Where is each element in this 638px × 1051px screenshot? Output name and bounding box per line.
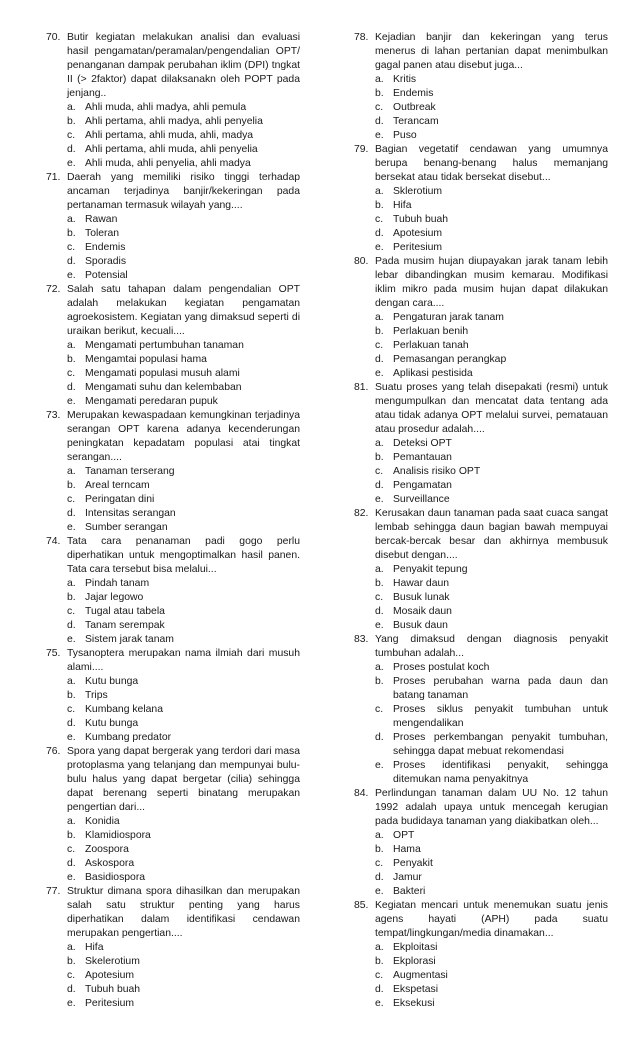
option-letter: d.	[375, 480, 384, 491]
option-letter: b.	[67, 830, 76, 841]
option-letter: c.	[67, 368, 76, 379]
option-text: Augmentasi	[393, 970, 448, 981]
answer-option	[46, 983, 300, 997]
question-number: 77.	[46, 886, 61, 897]
option-letter: d.	[67, 718, 76, 729]
option-letter: e.	[375, 886, 384, 897]
option-text: Apotesium	[393, 228, 443, 239]
option-letter: d.	[67, 382, 76, 393]
option-text: Puso	[393, 130, 417, 141]
question	[354, 381, 608, 437]
answer-option	[354, 577, 608, 591]
option-letter: d.	[375, 984, 384, 995]
option-letter: c.	[375, 340, 384, 351]
option-text: Ahli pertama, ahli muda, ahli penyelia	[85, 144, 258, 155]
option-letter: a.	[375, 186, 384, 197]
option-letter: e.	[375, 760, 384, 771]
option-text: Peritesium	[393, 242, 443, 253]
option-text: Endemis	[393, 88, 434, 99]
option-text: Hifa	[85, 942, 104, 953]
answer-option	[46, 633, 300, 647]
answer-option	[354, 311, 608, 325]
answer-option	[46, 969, 300, 983]
question-number: 78.	[354, 32, 369, 43]
option-text: Klamidiospora	[85, 830, 151, 841]
option-letter: d.	[375, 732, 384, 743]
option-text: Proses perkembangan penyakit tumbuhan, sehingga dapat mebuat rekomendasi	[393, 732, 608, 757]
answer-option	[46, 717, 300, 731]
option-letter: e.	[375, 242, 384, 253]
answer-option	[354, 325, 608, 339]
option-letter: e.	[67, 522, 76, 533]
option-letter: c.	[67, 494, 76, 505]
option-text: Perlakuan tanah	[393, 340, 469, 351]
question-number: 84.	[354, 788, 369, 799]
answer-option	[46, 591, 300, 605]
option-letter: b.	[375, 200, 384, 211]
question-text: Salah satu tahapan dalam pengendalian OPT adalah melakukan kegiatan pengamatan agroekosistem. Kegiatan yang dimaksud seperti di uraikan berikut, kecuali....	[67, 284, 300, 337]
answer-option	[46, 997, 300, 1011]
option-text: Zoospora	[85, 844, 129, 855]
question-text: Butir kegiatan melakukan analisi dan evaluasi hasil pengamatan/peramalan/pengendalian OPT/ penanganan dampak perubahan iklim (DPI) tngkat II (> 2faktor) dapat dilaksanakn oleh POPT pada jenjang..	[67, 32, 300, 99]
answer-option	[354, 451, 608, 465]
option-text: Tanam serempak	[85, 620, 165, 631]
answer-option	[354, 997, 608, 1011]
option-text: Pengamatan	[393, 480, 452, 491]
option-text: Proses identifikasi penyakit, sehingga ditemukan nama penyakitnya	[393, 760, 608, 785]
option-letter: c.	[375, 858, 384, 869]
option-text: Tubuh buah	[393, 214, 449, 225]
option-letter: b.	[67, 592, 76, 603]
option-letter: a.	[67, 214, 76, 225]
answer-option	[354, 605, 608, 619]
option-letter: a.	[67, 578, 76, 589]
answer-option	[354, 759, 608, 787]
answer-option	[354, 843, 608, 857]
option-text: Pengaturan jarak tanam	[393, 312, 504, 323]
option-letter: c.	[375, 214, 384, 225]
answer-option	[354, 661, 608, 675]
option-letter: c.	[375, 970, 384, 981]
answer-option	[46, 143, 300, 157]
question	[46, 647, 300, 675]
answer-option	[354, 871, 608, 885]
answer-option	[46, 227, 300, 241]
answer-option	[46, 577, 300, 591]
answer-option	[46, 213, 300, 227]
option-letter: d.	[375, 872, 384, 883]
option-text: Busuk lunak	[393, 592, 450, 603]
question	[354, 143, 608, 185]
answer-option	[46, 157, 300, 171]
question-number: 83.	[354, 634, 369, 645]
option-letter: c.	[375, 466, 384, 477]
option-text: Hifa	[393, 200, 412, 211]
answer-option	[354, 227, 608, 241]
option-text: Mengamati pertumbuhan tanaman	[85, 340, 244, 351]
question-number: 72.	[46, 284, 61, 295]
question-text: Struktur dimana spora dihasilkan dan merupakan salah satu struktur penting yang harus diperhatikan dalam identifikasi cendawan merupakan pengertian....	[67, 886, 300, 939]
answer-option	[46, 493, 300, 507]
option-letter: a.	[375, 438, 384, 449]
question-text: Suatu proses yang telah disepakati (resmi) untuk mengumpulkan dan mencatat data tentang ada atau tidak adanya OPT melalui survei, pematauan atau prosedur adalah....	[375, 382, 608, 435]
answer-option	[46, 731, 300, 745]
answer-option	[354, 241, 608, 255]
option-letter: e.	[67, 872, 76, 883]
question-text: Merupakan kewaspadaan kemungkinan terjadinya serangan OPT karena adanya kecenderungan peningkatan kepadatam populasi atai tingkat serangan....	[67, 410, 300, 463]
option-text: Ekspetasi	[393, 984, 439, 995]
question	[46, 171, 300, 213]
question-number: 74.	[46, 536, 61, 547]
option-text: Mengamati suhu dan kelembaban	[85, 382, 242, 393]
answer-option	[354, 885, 608, 899]
option-letter: b.	[67, 116, 76, 127]
answer-option	[46, 381, 300, 395]
answer-option	[354, 479, 608, 493]
option-letter: d.	[67, 984, 76, 995]
answer-option	[354, 955, 608, 969]
option-letter: b.	[67, 690, 76, 701]
option-letter: a.	[67, 942, 76, 953]
option-text: Surveillance	[393, 494, 450, 505]
option-text: Proses siklus penyakit tumbuhan untuk mengendalikan	[393, 704, 608, 729]
question-text: Tysanoptera merupakan nama ilmiah dari musuh alami....	[67, 648, 300, 673]
option-text: Analisis risiko OPT	[393, 466, 481, 477]
option-letter: b.	[67, 956, 76, 967]
option-letter: d.	[67, 620, 76, 631]
answer-option	[354, 101, 608, 115]
answer-option	[46, 941, 300, 955]
option-text: Kumbang predator	[85, 732, 172, 743]
question-number: 85.	[354, 900, 369, 911]
option-text: Skelerotium	[85, 956, 140, 967]
question-text: Bagian vegetatif cendawan yang umumnya berupa benang-benang halus memanjang bersekat atau tidak bersekat disebut...	[375, 144, 608, 183]
option-text: Ahli pertama, ahli muda, ahli, madya	[85, 130, 254, 141]
question	[46, 409, 300, 465]
option-letter: b.	[67, 480, 76, 491]
option-letter: c.	[375, 102, 384, 113]
option-text: Peringatan dini	[85, 494, 155, 505]
question-text: Perlindungan tanaman dalam UU No. 12 tahun 1992 adalah upaya untuk mencegah kerugian pada budidaya tanaman yang diakibatkan oleh...	[375, 788, 608, 827]
option-letter: d.	[375, 116, 384, 127]
answer-option	[46, 367, 300, 381]
option-letter: a.	[67, 340, 76, 351]
option-letter: a.	[67, 466, 76, 477]
option-letter: d.	[67, 508, 76, 519]
option-text: Kutu bunga	[85, 718, 139, 729]
option-text: Mengamtai populasi hama	[85, 354, 207, 365]
option-letter: c.	[67, 130, 76, 141]
answer-option	[354, 213, 608, 227]
option-text: Peritesium	[85, 998, 135, 1009]
answer-option	[46, 507, 300, 521]
option-letter: c.	[375, 704, 384, 715]
question	[46, 283, 300, 339]
option-text: Bakteri	[393, 886, 426, 897]
option-letter: a.	[67, 816, 76, 827]
answer-option	[46, 619, 300, 633]
option-letter: a.	[375, 830, 384, 841]
option-text: Perlakuan benih	[393, 326, 469, 337]
option-text: Askospora	[85, 858, 135, 869]
question-text: Kejadian banjir dan kekeringan yang terus menerus di lahan pertanian dapat menimbulkan gagal panen atau disebut juga...	[375, 32, 608, 71]
answer-option	[46, 703, 300, 717]
answer-option	[354, 829, 608, 843]
answer-option	[354, 465, 608, 479]
option-text: Pindah tanam	[85, 578, 150, 589]
left-column	[46, 31, 300, 1011]
answer-option	[354, 563, 608, 577]
option-letter: e.	[67, 998, 76, 1009]
option-letter: c.	[67, 704, 76, 715]
answer-option	[354, 353, 608, 367]
answer-option	[46, 675, 300, 689]
question	[354, 899, 608, 941]
option-letter: b.	[375, 452, 384, 463]
question-text: Pada musim hujan diupayakan jarak tanam lebih lebar dibandingkan musim kemarau. Modifikasi iklim mikro pada musim hujan dapat dilakukan dengan cara....	[375, 256, 608, 309]
option-text: Toleran	[85, 228, 120, 239]
question-number: 76.	[46, 746, 61, 757]
option-letter: d.	[375, 354, 384, 365]
option-letter: d.	[375, 228, 384, 239]
option-text: Rawan	[85, 214, 118, 225]
answer-option	[46, 395, 300, 409]
answer-option	[354, 129, 608, 143]
option-letter: a.	[375, 74, 384, 85]
option-letter: b.	[375, 578, 384, 589]
option-text: Sklerotium	[393, 186, 443, 197]
option-letter: b.	[375, 844, 384, 855]
answer-option	[46, 829, 300, 843]
option-text: Ahli muda, ahli penyelia, ahli madya	[85, 158, 251, 169]
answer-option	[46, 857, 300, 871]
option-text: OPT	[393, 830, 415, 841]
option-letter: c.	[67, 970, 76, 981]
answer-option	[46, 241, 300, 255]
answer-option	[354, 339, 608, 353]
question-number: 79.	[354, 144, 369, 155]
answer-option	[46, 115, 300, 129]
answer-option	[354, 437, 608, 451]
option-text: Mosaik daun	[393, 606, 452, 617]
question-text: Daerah yang memiliki risiko tinggi terhadap ancaman terjadinya banjir/kekeringan pada pertanaman termasuk wilayah yang....	[67, 172, 300, 211]
option-text: Pemasangan perangkap	[393, 354, 507, 365]
option-text: Hama	[393, 844, 421, 855]
question	[354, 787, 608, 829]
answer-option	[354, 619, 608, 633]
answer-option	[354, 969, 608, 983]
option-letter: e.	[375, 620, 384, 631]
option-letter: b.	[67, 228, 76, 239]
option-letter: c.	[375, 592, 384, 603]
option-letter: a.	[375, 312, 384, 323]
option-text: Trips	[85, 690, 108, 701]
answer-option	[354, 857, 608, 871]
question-text: Spora yang dapat bergerak yang terdori dari masa protoplasma yang telanjang dan mempunyai bulu-bulu halus yang dapat bergetar (cilia) sehingga dapat berenang seperti binatang merupakan pengertian dari...	[67, 746, 300, 813]
option-letter: d.	[67, 144, 76, 155]
answer-option	[354, 731, 608, 759]
option-letter: e.	[375, 368, 384, 379]
answer-option	[354, 367, 608, 381]
answer-option	[46, 521, 300, 535]
option-text: Jajar legowo	[85, 592, 144, 603]
question	[354, 633, 608, 661]
answer-option	[46, 605, 300, 619]
question	[46, 745, 300, 815]
answer-option	[354, 87, 608, 101]
option-letter: d.	[67, 858, 76, 869]
option-letter: c.	[67, 606, 76, 617]
option-letter: c.	[67, 242, 76, 253]
option-text: Konidia	[85, 816, 120, 827]
option-text: Mengamati peredaran pupuk	[85, 396, 218, 407]
answer-option	[46, 479, 300, 493]
answer-option	[354, 115, 608, 129]
question-text: Kegiatan mencari untuk menemukan suatu jenis agens hayati (APH) pada suatu tempat/lingkungan/media dinamakan...	[375, 900, 608, 939]
option-text: Ekploitasi	[393, 942, 438, 953]
right-column	[354, 31, 608, 1011]
option-text: Busuk daun	[393, 620, 448, 631]
answer-option	[46, 129, 300, 143]
answer-option	[354, 591, 608, 605]
answer-option	[354, 983, 608, 997]
question-number: 71.	[46, 172, 61, 183]
option-text: Outbreak	[393, 102, 436, 113]
question-number: 81.	[354, 382, 369, 393]
question-text: Yang dimaksud dengan diagnosis penyakit tumbuhan adalah...	[375, 634, 608, 659]
answer-option	[46, 955, 300, 969]
option-letter: a.	[67, 676, 76, 687]
option-letter: b.	[67, 354, 76, 365]
option-letter: b.	[375, 326, 384, 337]
answer-option	[354, 703, 608, 731]
answer-option	[46, 871, 300, 885]
option-text: Kritis	[393, 74, 417, 85]
option-text: Proses postulat koch	[393, 662, 490, 673]
option-text: Sistem jarak tanam	[85, 634, 174, 645]
option-text: Tanaman terserang	[85, 466, 175, 477]
option-text: Eksekusi	[393, 998, 435, 1009]
answer-option	[46, 353, 300, 367]
option-letter: e.	[67, 396, 76, 407]
question	[354, 507, 608, 563]
question-number: 80.	[354, 256, 369, 267]
answer-option	[46, 689, 300, 703]
option-text: Jamur	[393, 872, 422, 883]
option-letter: a.	[67, 102, 76, 113]
answer-option	[46, 465, 300, 479]
question	[46, 535, 300, 577]
answer-option	[354, 199, 608, 213]
option-text: Apotesium	[85, 970, 135, 981]
option-text: Penyakit tepung	[393, 564, 468, 575]
option-text: Aplikasi pestisida	[393, 368, 473, 379]
option-letter: e.	[67, 158, 76, 169]
option-letter: e.	[375, 494, 384, 505]
answer-option	[354, 73, 608, 87]
option-text: Ekplorasi	[393, 956, 436, 967]
option-text: Pemantauan	[393, 452, 452, 463]
answer-option	[46, 269, 300, 283]
option-letter: b.	[375, 956, 384, 967]
question-number: 70.	[46, 32, 61, 43]
option-letter: e.	[67, 732, 76, 743]
option-letter: b.	[375, 88, 384, 99]
answer-option	[46, 101, 300, 115]
answer-option	[46, 255, 300, 269]
option-letter: a.	[375, 564, 384, 575]
option-text: Kutu bunga	[85, 676, 139, 687]
answer-option	[46, 339, 300, 353]
option-text: Potensial	[85, 270, 128, 281]
option-text: Basidiospora	[85, 872, 146, 883]
option-text: Sporadis	[85, 256, 127, 267]
question	[46, 31, 300, 101]
answer-option	[354, 675, 608, 703]
option-text: Mengamati populasi musuh alami	[85, 368, 240, 379]
option-letter: c.	[67, 844, 76, 855]
option-letter: d.	[375, 606, 384, 617]
question	[46, 885, 300, 941]
option-text: Endemis	[85, 242, 126, 253]
option-letter: e.	[375, 130, 384, 141]
question-text: Tata cara penanaman padi gogo perlu diperhatikan untuk mengoptimalkan hasil panen. Tata cara tersebut bisa melalui...	[67, 536, 300, 575]
option-letter: e.	[375, 998, 384, 1009]
answer-option	[354, 185, 608, 199]
option-text: Proses perubahan warna pada daun dan batang tanaman	[393, 676, 608, 701]
question-number: 73.	[46, 410, 61, 421]
option-text: Kumbang kelana	[85, 704, 163, 715]
answer-option	[354, 941, 608, 955]
question	[354, 255, 608, 311]
answer-option	[354, 493, 608, 507]
question-text: Kerusakan daun tanaman pada saat cuaca sangat lembab sehingga daun bagian bawah mempuyai bercak-bercak besar dan akhirnya membusuk disebut dengan....	[375, 508, 608, 561]
option-text: Intensitas serangan	[85, 508, 176, 519]
option-letter: e.	[67, 634, 76, 645]
option-text: Tugal atau tabela	[85, 606, 165, 617]
question-number: 82.	[354, 508, 369, 519]
option-text: Ahli pertama, ahli madya, ahli penyelia	[85, 116, 263, 127]
option-letter: b.	[375, 676, 384, 687]
answer-option	[46, 815, 300, 829]
option-letter: a.	[375, 942, 384, 953]
question-number: 75.	[46, 648, 61, 659]
option-letter: d.	[67, 256, 76, 267]
option-text: Hawar daun	[393, 578, 450, 589]
option-text: Sumber serangan	[85, 522, 168, 533]
answer-option	[46, 843, 300, 857]
option-letter: e.	[67, 270, 76, 281]
option-text: Ahli muda, ahli madya, ahli pemula	[85, 102, 247, 113]
option-text: Areal terncam	[85, 480, 150, 491]
option-text: Tubuh buah	[85, 984, 141, 995]
option-text: Penyakit	[393, 858, 433, 869]
question	[354, 31, 608, 73]
option-text: Deteksi OPT	[393, 438, 452, 449]
option-letter: a.	[375, 662, 384, 673]
option-text: Terancam	[393, 116, 439, 127]
